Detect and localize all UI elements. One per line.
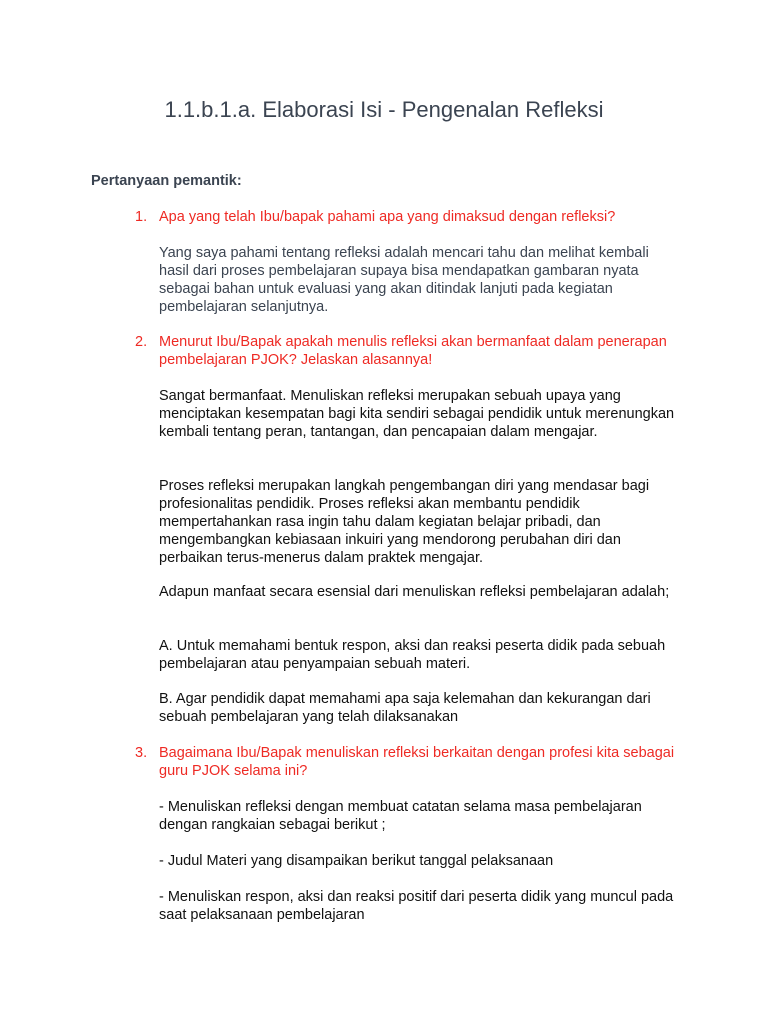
answer-paragraph: B. Agar pendidik dapat memahami apa saja kelemahan dan kekurangan dari sebuah pembelajaran yang telah dilaksanakan bbox=[159, 691, 651, 725]
document-title: 1.1.b.1.a. Elaborasi Isi - Pengenalan Refleksi bbox=[164, 97, 604, 122]
answer-paragraph: A. Untuk memahami bentuk respon, aksi dan reaksi peserta didik pada sebuah pembelajaran atau penyampaian sebuah materi. bbox=[159, 638, 666, 672]
question-number: 3. bbox=[135, 745, 148, 761]
answer-paragraph: Adapun manfaat secara esensial dari menuliskan refleksi pembelajaran adalah; bbox=[159, 584, 670, 600]
question-number: 1. bbox=[135, 209, 148, 225]
answer-paragraph: - Menuliskan respon, aksi dan reaksi positif dari peserta didik yang muncul pada saat pelaksanaan pembelajaran bbox=[159, 889, 674, 923]
answer-paragraph: Proses refleksi merupakan langkah pengembangan diri yang mendasar bagi profesionalitas pendidik. Proses refleksi akan membantu pendidik mempertahankan rasa ingin tahu dalam kegiatan belajar pribadi, dan mengembangkan kebiasaan inkuiri yang mendorong perubahan diri dan perbaikan terus-menerus dalam praktek mengajar. bbox=[159, 478, 650, 566]
question-text: Menurut Ibu/Bapak apakah menulis refleksi akan bermanfaat dalam penerapan pembelajaran PJOK? Jelaskan alasannya! bbox=[159, 334, 667, 368]
answer-paragraph: Yang saya pahami tentang refleksi adalah mencari tahu dan melihat kembali hasil dari proses pembelajaran supaya bisa mendapatkan gambaran nyata sebagai bahan untuk evaluasi yang akan ditindak lanjuti pada kegiatan pembelajaran selanjutnya. bbox=[159, 245, 649, 315]
answer-paragraph: - Judul Materi yang disampaikan berikut tanggal pelaksanaan bbox=[159, 853, 554, 869]
question-text: Bagaimana Ibu/Bapak menuliskan refleksi berkaitan dengan profesi kita sebagai guru PJOK selama ini? bbox=[159, 745, 675, 779]
answer-paragraph: Sangat bermanfaat. Menuliskan refleksi merupakan sebuah upaya yang menciptakan kesempatan bagi kita sendiri sebagai pendidik untuk merenungkan kembali tentang peran, tantangan, dan pencapaian dalam mengajar. bbox=[159, 388, 675, 440]
question-text: Apa yang telah Ibu/bapak pahami apa yang dimaksud dengan refleksi? bbox=[159, 209, 616, 225]
answer-paragraph: - Menuliskan refleksi dengan membuat catatan selama masa pembelajaran dengan rangkaian sebagai berikut ; bbox=[159, 799, 642, 833]
section-label: Pertanyaan pemantik: bbox=[91, 173, 242, 189]
question-number: 2. bbox=[135, 334, 148, 350]
